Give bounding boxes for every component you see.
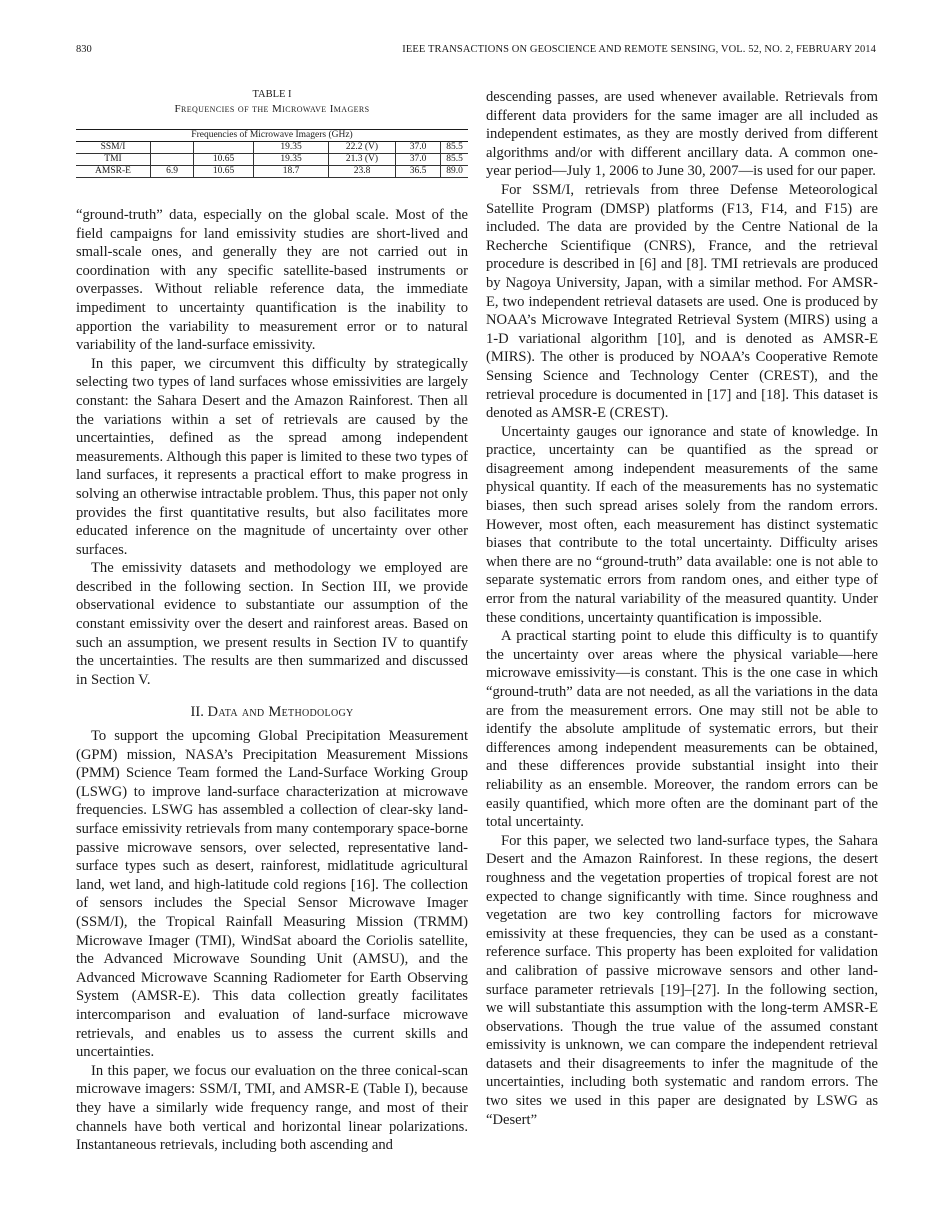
table-cell — [151, 154, 194, 166]
table-cell: 85.5 — [441, 154, 469, 166]
table-label: TABLE I — [252, 89, 292, 100]
table-row — [76, 166, 468, 178]
paragraph: The emissivity datasets and methodology we employed are described in the following section. In Section III, we provide observational evidence to substantiate our assumption of the constant emissivity over the desert and rainforest areas. Based on such an assumption, we present results in Section IV to quantify the uncertainties. The results are then summarized and discussed in Section V. — [76, 560, 468, 688]
paragraph: In this paper, we focus our evaluation on the three conical-scan microwave imagers: SSM/I, TMI, and AMSR-E (Table I), because they have a similarly wide frequency range, and most of their channels have both vertical and horizontal linear polarizations. Instantaneous retrievals, including both ascending and — [76, 1062, 468, 1154]
table-cell: 19.35 — [254, 154, 329, 166]
table-row — [76, 142, 468, 154]
table-cell: 37.0 — [396, 142, 441, 154]
table-cell: AMSR-E — [76, 166, 151, 178]
page-number: 830 — [76, 44, 92, 55]
section-number: II. — [190, 704, 204, 721]
table-cell: 23.8 — [329, 166, 396, 178]
paragraph: descending passes, are used whenever available. Retrievals from different data providers for the same imager are all included as independent estimates, as they are mostly derived from different algorithms and/or with different ancillary data. A common one-year period—July 1, 2006 to June 30, 2007—is used for our paper. — [486, 89, 878, 180]
table-cell — [151, 142, 194, 154]
table-cell: 6.9 — [151, 166, 194, 178]
table-caption — [76, 88, 468, 116]
table-cell: 89.0 — [441, 166, 469, 178]
table-cell: 85.5 — [441, 142, 469, 154]
table-cell: 18.7 — [254, 166, 329, 178]
table-wrapper — [76, 129, 468, 178]
paragraph: For this paper, we selected two land-surface types, the Sahara Desert and the Amazon Rainforest. In these regions, the desert roughness and the vegetation properties of tropical forest are not expected to change significantly with time. Since roughness and vegetation are two key controlling factors for microwave emissivity at these frequencies, they can be used as a constant-reference surface. This property has been exploited for validation and calibration of passive microwave sensors and other land-surface parameter retrievals [19]–[27]. In the following section, we will substantiate this assumption with the long-term AMSR-E observations. Though the true value of the assumed constant emissivity is unknown, we can compare the independent retrieval datasets and their disagreements to infer the magnitude of the uncertainties, including both systematic and random errors. The two sites we used in this paper are designated by LSWG as “Desert” — [486, 832, 878, 1128]
paragraph: To support the upcoming Global Precipitation Measurement (GPM) mission, NASA’s Precipitation Measurement Missions (PMM) Science Team formed the Land-Surface Working Group (LSWG) to improve land-surface characterization at microwave frequencies. LSWG has assembled a collection of clear-sky land-surface emissivity retrievals from many contemporary space-borne passive microwave sensors, over selected, representative land-surface types such as desert, rainforest, midlatitude agricultural land, wet land, and high-latitude cold regions [16]. The collection of sensors includes the Special Sensor Microwave Imager (SSM/I), the Tropical Rainfall Measuring Mission (TRMM) Microwave Imager (TMI), WindSat aboard the Coriolis satellite, the Advanced Microwave Sounding Unit (AMSU), and the Advanced Microwave Scanning Radiometer for Earth Observing System (AMSR-E). This data collection greatly facilitates intercomparison and evaluation of land-surface microwave retrievals, and enables us to assess the current skills and uncertainties. — [76, 728, 468, 1061]
paragraph: “ground-truth” data, especially on the global scale. Most of the field campaigns for land emissivity studies are short-lived and small-scale ones, and generally they are not carried out in coordination with any specific satellite-based instruments or overpasses. Without reliable reference data, the immediate impediment to uncertainty quantification is the inability to apportion the variability to measurement error or to natural variability of the land-surface emissivity. — [76, 207, 468, 354]
table-cell — [194, 142, 254, 154]
left-column — [76, 88, 468, 1155]
paragraph: A practical starting point to elude this difficulty is to quantify the uncertainty over areas where the physical variable—here microwave emissivity—is constant. This is the one case in which “ground-truth” data are not needed, as all the variations in the data are from the measurement errors. One may still not be able to identify the absolute amplitude of systematic errors, but their differences among independent measurements can be obtained, and these differences provide substantial insight into their reliability as an ensemble. Moreover, the random errors can be easily quantified, which more often are the dominant part of the total uncertainty. — [486, 628, 878, 831]
paragraph: For SSM/I, retrievals from three Defense Meteorological Satellite Program (DMSP) platforms (F13, F14, and F15) are included. The data are provided by the Centre National de la Recherche Scientifique (CNRS), France, and the retrieval procedure is described in [6] and [8]. TMI retrievals are produced by Nagoya University, Japan, with a similar method. For AMSR-E, two independent retrieval datasets are used. One is produced by NOAA’s Microwave Integrated Retrieval System (MIRS) using a 1-D variational algorithm [10], and is denoted as AMSR-E (MIRS). The other is produced by NOAA’s Cooperative Remote Sensing Science and Technology Center (CREST), and the retrieval procedure is documented in [17] and [18]. This dataset is denoted as AMSR-E (CREST). — [486, 181, 878, 422]
paragraph: Uncertainty gauges our ignorance and state of knowledge. In practice, uncertainty can be quantified as the spread or disagreement among independent measurements of the same physical quantity. If each of the measurements has no systematic biases, then such spread arises solely from the random errors. However, most often, each measurement has distinct systematic biases that contribute to the total uncertainty. Difficulty arises when there are no “ground-truth” data available: one is not able to separate systematic errors from random ones, and either type of error from the natural variability of the measured quantity. Under these conditions, uncertainty quantification is impossible. — [486, 423, 878, 626]
right-column — [486, 88, 878, 1129]
frequency-table — [76, 129, 468, 178]
table-cell: 37.0 — [396, 154, 441, 166]
table-cell: TMI — [76, 154, 151, 166]
paragraph: In this paper, we circumvent this difficulty by strategically selecting two types of land surfaces whose emissivities are largely constant: the Sahara Desert and the Amazon Rainforest. Then all the variations within a set of retrievals are caused by the uncertainties, defined as the spread among independent measurements. Although this paper is limited to these two types of land surfaces, it represents a practical effort to make progress in solving an otherwise intractable problem. Thus, this paper not only provides the first quantitative results, but also facilitates more educated inference on the magnitude of uncertainty over other surfaces. — [76, 355, 468, 558]
section-title: Data and Methodology — [207, 704, 354, 721]
section-heading — [76, 703, 468, 722]
table-header: Frequencies of Microwave Imagers (GHz) — [76, 130, 468, 142]
table-title: Frequencies of the Microwave Imagers — [174, 103, 370, 115]
table-row — [76, 154, 468, 166]
table-cell: SSM/I — [76, 142, 151, 154]
table-cell: 21.3 (V) — [329, 154, 396, 166]
table-header-row — [76, 130, 468, 142]
table-cell: 22.2 (V) — [329, 142, 396, 154]
table-cell: 36.5 — [396, 166, 441, 178]
table-cell: 19.35 — [254, 142, 329, 154]
running-header — [76, 44, 876, 60]
journal-title: IEEE TRANSACTIONS ON GEOSCIENCE AND REMOTE SENSING, VOL. 52, NO. 2, FEBRUARY 2014 — [402, 44, 876, 55]
table-cell: 10.65 — [194, 166, 254, 178]
table-cell: 10.65 — [194, 154, 254, 166]
